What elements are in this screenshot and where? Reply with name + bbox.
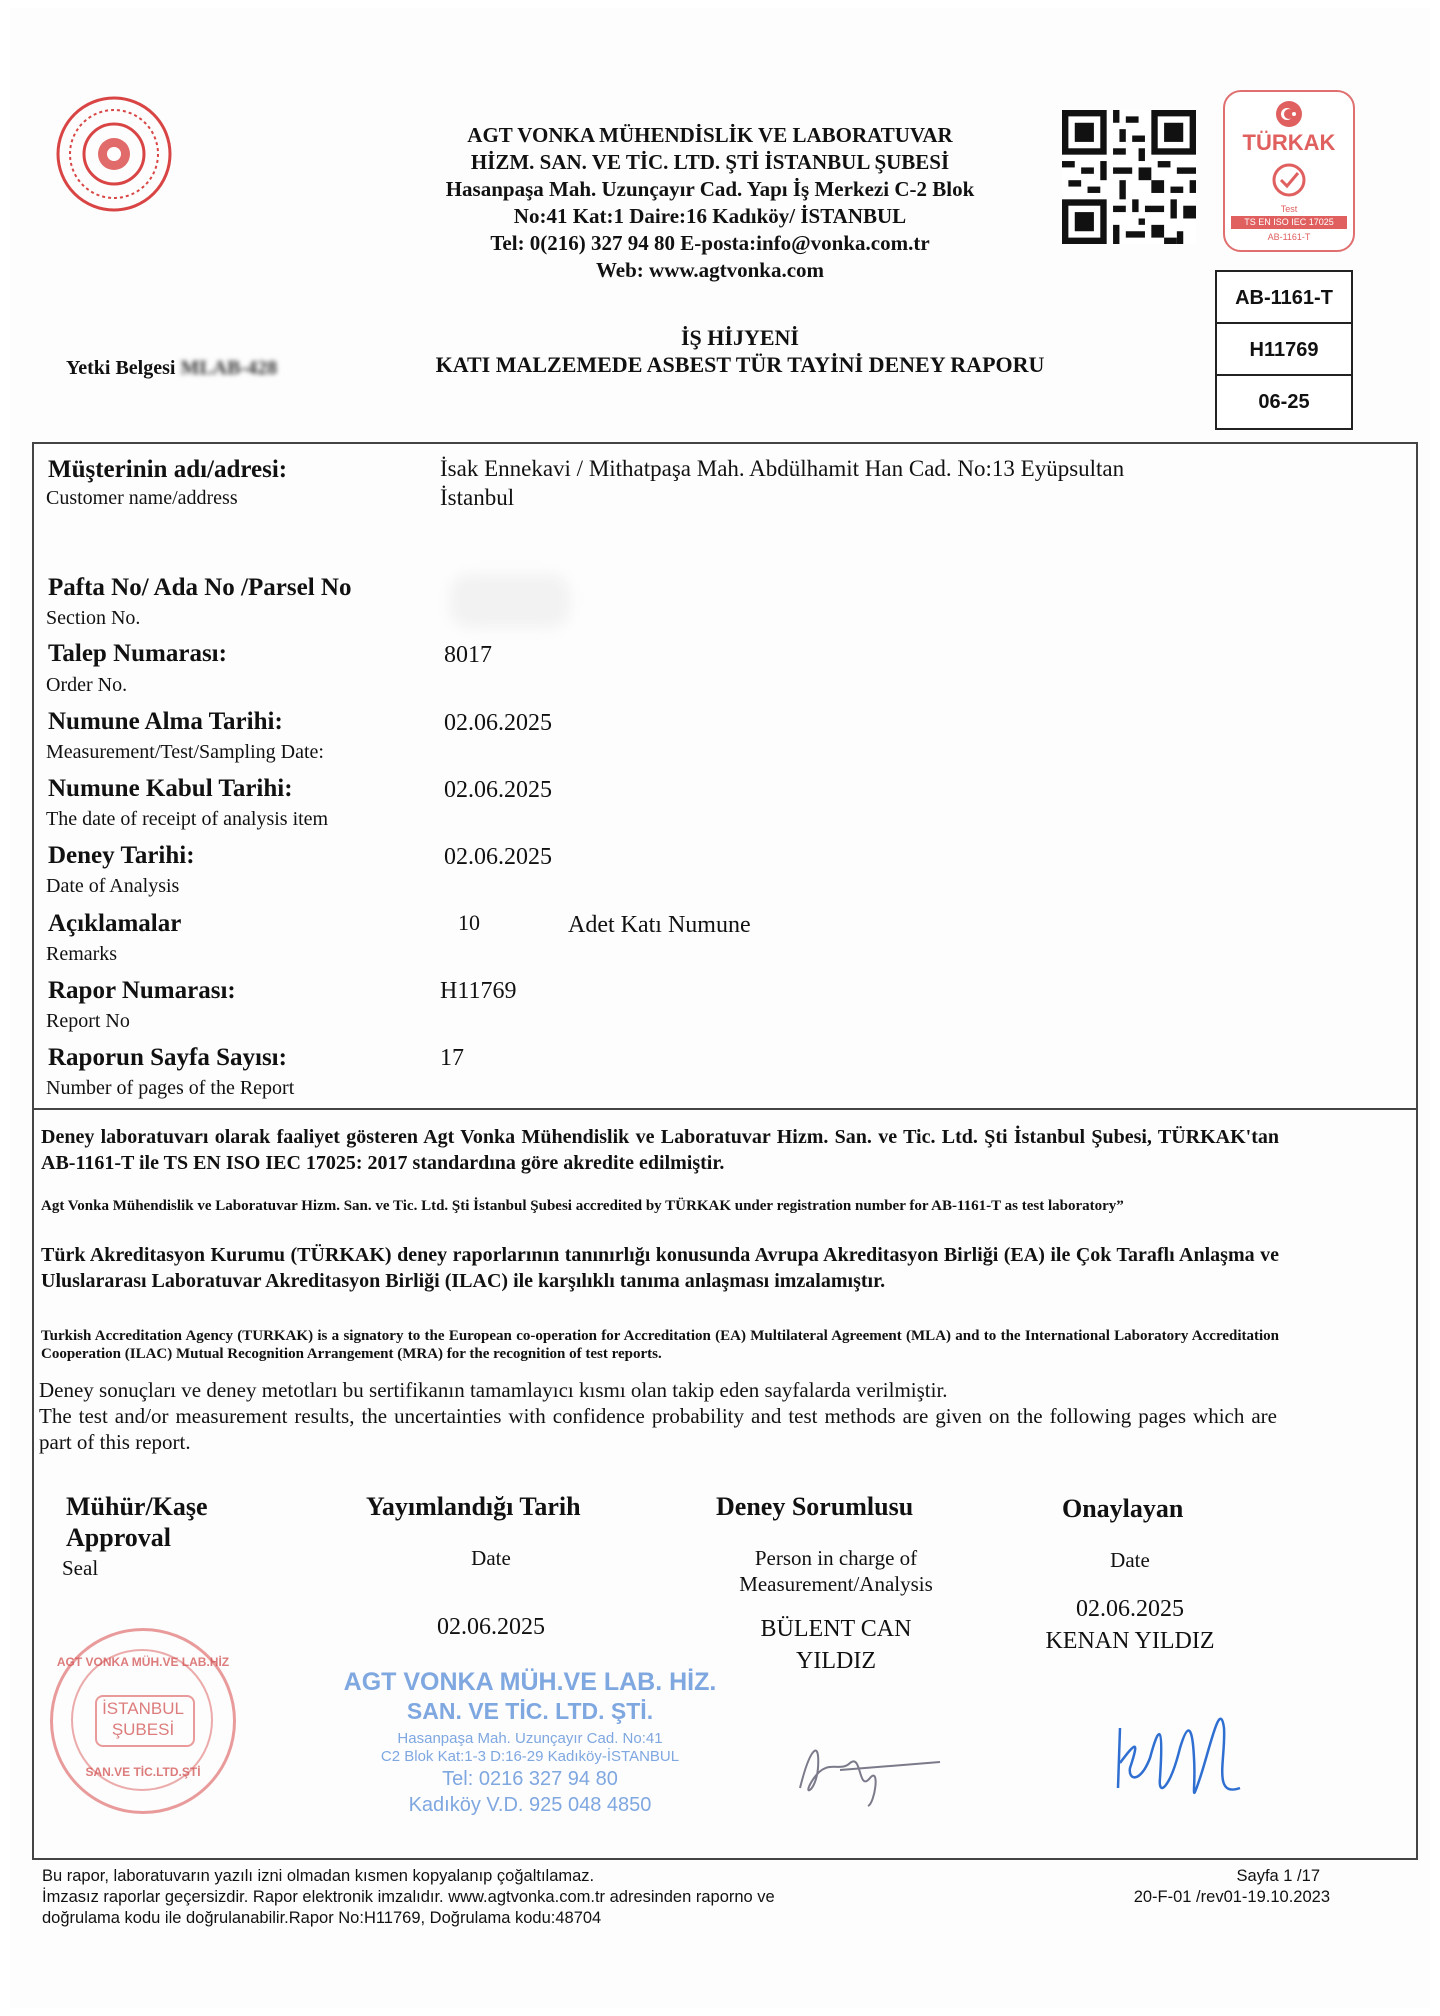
- field-label-tr: Deney Tarihi:: [48, 842, 195, 869]
- receipt-date-value: 02.06.2025: [444, 777, 552, 803]
- field-label-tr: Raporun Sayfa Sayısı:: [48, 1044, 287, 1071]
- footer-line2: İmzasız raporlar geçersizdir. Rapor elektronik imzalıdır. www.agtvonka.com.tr adresinden raporno ve: [42, 1888, 775, 1906]
- crescent-star-icon: [1275, 100, 1303, 128]
- sample-description-value: Adet Katı Numune: [568, 912, 751, 938]
- field-label-en: Remarks: [46, 943, 118, 965]
- field-label-en: Number of pages of the Report: [46, 1077, 295, 1099]
- responsible-name2: YILDIZ: [796, 1648, 876, 1674]
- seal-heading: Mühür/Kaşe: [66, 1492, 208, 1521]
- seal-subheading: Seal: [62, 1556, 99, 1580]
- field-label-tr: Numune Alma Tarihi:: [48, 708, 283, 735]
- ministry-logo-icon: [54, 94, 174, 214]
- title-line2: KATI MALZEMEDE ASBEST TÜR TAYİNİ DENEY RAPORU: [435, 352, 1045, 377]
- published-date-heading: Yayımlandığı Tarih: [366, 1492, 581, 1521]
- page-count-value: 17: [440, 1045, 464, 1071]
- customer-value-line2: İstanbul: [440, 485, 515, 510]
- approval-heading: Approval: [66, 1523, 171, 1552]
- footer-line1: Bu rapor, laboratuvarın yazılı izni olmadan kısmen kopyalanıp çoğaltılamaz.: [42, 1867, 595, 1885]
- company-stamp-line4: C2 Blok Kat:1-3 D:16-29 Kadıköy-İSTANBUL: [380, 1748, 680, 1765]
- field-label-en: Customer name/address: [46, 487, 238, 509]
- form-revision: 20-F-01 /rev01-19.10.2023: [1133, 1888, 1330, 1906]
- responsible-heading: Deney Sorumlusu: [716, 1492, 914, 1521]
- responsible-sub2: Measurement/Analysis: [739, 1572, 933, 1596]
- customer-value: İsak Ennekavi / Mithatpaşa Mah. Abdülhamit Han Cad. No:13 Eyüpsultan: [440, 456, 1125, 481]
- field-label-tr: Rapor Numarası:: [48, 977, 236, 1004]
- report-number-box: H11769: [1215, 322, 1353, 378]
- published-date-value: 02.06.2025: [437, 1614, 545, 1640]
- report-number-value: H11769: [440, 978, 517, 1004]
- field-label-en: Measurement/Test/Sampling Date:: [46, 741, 324, 763]
- order-number-value: 8017: [444, 642, 492, 668]
- accreditation-statement-en: Agt Vonka Mühendislik ve Laboratuvar Hizm. San. ve Tic. Ltd. Şti İstanbul Şubesi accredited by TÜRKAK under registration number for AB-1161-T as test laboratory”: [41, 1198, 1124, 1214]
- report-page: [10, 8, 1430, 2008]
- company-stamp-line5: Tel: 0216 327 94 80: [442, 1768, 618, 1790]
- approver-sub: Date: [1110, 1548, 1150, 1572]
- field-label-en: Date of Analysis: [46, 875, 180, 897]
- field-label-en: The date of receipt of analysis item: [46, 808, 329, 830]
- turkak-line3: AB-1161-T: [1267, 232, 1311, 242]
- seal-stamp-top: AGT VONKA MÜH.VE LAB.HİZ: [56, 1655, 230, 1669]
- responsible-name1: BÜLENT CAN: [760, 1616, 912, 1642]
- field-label-en: Order No.: [46, 674, 128, 696]
- seal-stamp-bottom: SAN.VE TİC.LTD.ŞTİ: [85, 1765, 201, 1779]
- office-seal-stamp: [50, 1628, 236, 1814]
- company-stamp-line1: AGT VONKA MÜH.VE LAB. HİZ.: [343, 1668, 717, 1696]
- field-label-en: Section No.: [46, 607, 141, 629]
- qr-code-icon: [1062, 108, 1196, 246]
- turkak-logo: [1223, 90, 1355, 252]
- field-label-en: Report No: [46, 1010, 130, 1032]
- page-indicator: Sayfa 1 /17: [1236, 1867, 1320, 1885]
- authorization-label: Yetki Belgesi: [66, 357, 181, 379]
- header-line: No:41 Kat:1 Daire:16 Kadıköy/ İSTANBUL: [513, 204, 907, 228]
- sampling-date-value: 02.06.2025: [444, 710, 552, 736]
- seal-stamp-center1: İSTANBUL: [102, 1699, 184, 1718]
- field-label-tr: Pafta No/ Ada No /Parsel No: [48, 574, 352, 601]
- lab-header: [360, 122, 1060, 284]
- report-title: [390, 324, 1090, 378]
- header-line: Hasanpaşa Mah. Uzunçayır Cad. Yapı İş Merkezi C-2 Blok: [445, 177, 975, 201]
- company-stamp-line3: Hasanpaşa Mah. Uzunçayır Cad. No:41: [397, 1730, 663, 1747]
- approver-heading: Onaylayan: [1062, 1494, 1184, 1523]
- recognition-statement-en: Turkish Accreditation Agency (TURKAK) is a signatory to the European co-operation for Accreditation (EA) Multilateral Agreement (MLA) and to the International Laboratory Accreditation Cooperation (ILAC) Mutual Recognition Arrangement (MRA) for the recognition of test reports.: [41, 1328, 1279, 1362]
- header-line: Web: www.agtvonka.com: [595, 258, 825, 282]
- footer-line3: doğrulama kodu ile doğrulanabilir.Rapor No:H11769, Doğrulama kodu:48704: [42, 1909, 602, 1927]
- field-label-tr: Numune Kabul Tarihi:: [48, 775, 293, 802]
- responsible-signature-icon: [780, 1718, 950, 1808]
- turkak-line1: Test: [1280, 204, 1298, 214]
- authorization-value: MLAB-428: [180, 357, 278, 379]
- field-label-tr: Talep Numarası:: [48, 640, 227, 667]
- accreditation-code-box: AB-1161-T: [1215, 270, 1353, 326]
- results-note-en: The test and/or measurement results, the uncertainties with confidence probability and test methods are given on the following pages which are part of this report.: [39, 1404, 1277, 1454]
- field-label-tr: Müşterinin adı/adresi:: [48, 456, 288, 483]
- section-divider: [32, 1108, 1416, 1110]
- published-date-sub: Date: [471, 1546, 511, 1570]
- redacted-section-number: [450, 574, 570, 628]
- sample-count-value: 10: [458, 910, 480, 935]
- seal-stamp-center2: ŞUBESİ: [111, 1720, 175, 1739]
- accreditation-statement-tr: Deney laboratuvarı olarak faaliyet gösteren Agt Vonka Mühendislik ve Laboratuvar Hizm. San. ve Tic. Ltd. Şti İstanbul Şubesi, TÜRKAK'tan AB-1161-T ile TS EN ISO IEC 17025: 2017 standardına göre akredite edilmiştir.: [41, 1126, 1279, 1174]
- header-line: Tel: 0(216) 327 94 80 E-posta:info@vonka.com.tr: [490, 231, 930, 255]
- responsible-sub1: Person in charge of: [754, 1546, 918, 1570]
- header-line: HİZM. SAN. VE TİC. LTD. ŞTİ İSTANBUL ŞUBESİ: [470, 150, 950, 174]
- title-line1: İŞ HİJYENİ: [681, 325, 799, 350]
- approver-date-value: 02.06.2025: [1076, 1596, 1184, 1622]
- results-note-tr: Deney sonuçları ve deney metotları bu sertifikanın tamamlayıcı kısmı olan takip eden sayfalarda verilmiştir.: [39, 1378, 948, 1402]
- authorization-certificate: [66, 357, 277, 380]
- turkak-brand: TÜRKAK: [1242, 130, 1336, 155]
- recognition-statement-tr: Türk Akreditasyon Kurumu (TÜRKAK) deney raporlarının tanınırlığı konusunda Avrupa Akreditasyon Birliği (EA) ile Çok Taraflı Anlaşma ve Uluslararası Laboratuvar Akreditasyon Birliği (ILAC) ile karşılıklı tanıma anlaşması imzalamıştır.: [41, 1244, 1279, 1292]
- report-date-box: 06-25: [1215, 374, 1353, 430]
- checkmark-icon: [1271, 162, 1307, 198]
- turkak-line2: TS EN ISO IEC 17025: [1231, 216, 1347, 229]
- approver-name: KENAN YILDIZ: [1045, 1628, 1215, 1654]
- header-line: AGT VONKA MÜHENDİSLİK VE LABORATUVAR: [467, 123, 953, 147]
- analysis-date-value: 02.06.2025: [444, 844, 552, 870]
- approver-signature-icon: [1100, 1688, 1270, 1818]
- field-label-tr: Açıklamalar: [48, 910, 182, 937]
- company-stamp-line2: SAN. VE TİC. LTD. ŞTİ.: [406, 1698, 654, 1724]
- company-stamp-line6: Kadıköy V.D. 925 048 4850: [408, 1794, 652, 1816]
